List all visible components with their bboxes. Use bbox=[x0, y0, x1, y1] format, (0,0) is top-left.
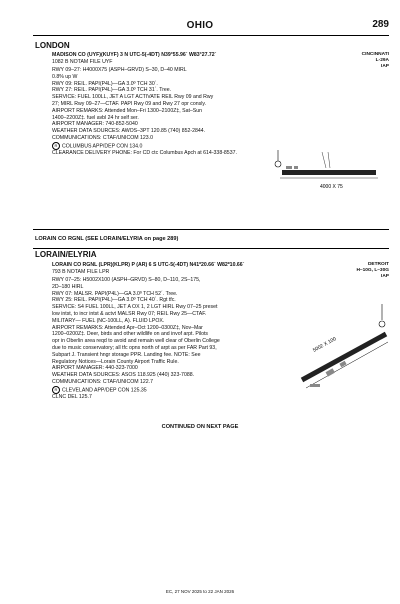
london-airport-diagram bbox=[268, 140, 388, 200]
london-header-line: MADISON CO (UYF)(KUYF) 3 N UTC-5(-4DT) N39°55.96´ W83°27.72´ bbox=[52, 52, 217, 58]
state-title: OHIO bbox=[186, 20, 214, 31]
lorain-chart-refs: DETROIT H–10G, L–30G IAP bbox=[356, 262, 389, 279]
continued-note: CONTINUED ON NEXT PAGE bbox=[161, 424, 239, 430]
lorain-header-line: LORAIN CO RGNL (LPR)(KLPR) P (AR) 6 S UTC-5(-4DT) N41º20.66´ W82º10.66´ bbox=[52, 262, 245, 268]
section-rule-1 bbox=[33, 229, 389, 230]
effective-dates: EC, 27 NOV 2025 to 22 JAN 2026 bbox=[165, 589, 235, 594]
page-header bbox=[0, 0, 400, 40]
london-details: RWY 09–27: H4000X75 (ASPH–GRVD) S–30, D–40 MIRL 0.8% up W RWY 09: REIL. PAPI(P4L)—GA 3.0º TCH 30´. RWY 27: REIL. PAPI(P4L)—GA 3.0º TCH 31´. Tree. SERVICE: FUEL 100LL, JET A LGT ACTIVATE REIL Rwy 09 and Rwy 27; MIRL Rwy 09–27—CTAF. PAPI Rwy 09 and Rwy 27 opr consly. AIRPORT REMARKS: Attended Mon–Fri 1300–2100Z‡, Sat–Sun 1400–2200Z‡. fuel avbl 24 hr self ser. AIRPORT MANAGER: 740-852-5040 WEATHER DATA SOURCES: AWOS–3PT 120.85 (740) 852-2844. COMMUNICATIONS: CTAF/UNICOM 123.0 R COLUMBUS APP/DEP CON 134.0 CLEARANCE DELIVERY PHONE: For CD ctc Columbus Apch at 614-338-8537. bbox=[52, 67, 237, 156]
section-rule-2 bbox=[33, 248, 389, 249]
header-rule bbox=[33, 35, 389, 36]
lorain-runway-label: 5002 X 100 bbox=[312, 336, 338, 354]
lorain-crossref: LORAIN CO RGNL (SEE LORAIN/ELYRIA on page 289) bbox=[35, 236, 179, 242]
city-lorain-elyria: LORAIN/ELYRIA bbox=[35, 250, 97, 259]
city-london: LONDON bbox=[35, 41, 70, 50]
lorain-airport-diagram bbox=[296, 300, 392, 400]
london-chart-refs: CINCINNATI L-29A IAP bbox=[361, 52, 389, 69]
page-number: 289 bbox=[372, 19, 389, 30]
radar-icon: R bbox=[52, 386, 60, 394]
london-elevation-line: 1082 B NOTAM FILE UYF bbox=[52, 59, 113, 65]
lorain-details: RWY 07–25: H5002X100 (ASPH–GRVD) S–80, D–110, 2S–175, 2D–180 HIRL RWY 07: MALSR. PAPI(P4L)—GA 3.0º TCH 52´. Tree. RWY 25: REIL. PAPI(P4L)—GA 3.0º TCH 40´. Rgt tfc. SERVICE: S4 FUEL 100LL, JET A OX 1, 2 LGT HIRL Rwy 07–25 preset low intst, to incr intst & actvt MALSR Rwy 07; REIL Rwy 25—CTAF. MILITARY— FUEL (NC-100LL, A). FLUID LPOX. AIRPORT REMARKS: Attended Apr–Oct 1200–0300Z‡, Nov–Mar 1200–0200Z‡. Deer, birds and other wildlife on and invof arpt. Pilots opr in Oberlin area reqd to avoid and remain well clear of Oberlin College due to music conservatory; all tfc opns north of arpt as per FAR Part 93, Subpart J. Transient hngr storage PPR. Landing fee. NOTE: See Regulatory Notices—Lorain County Airport Traffic Rule. AIRPORT MANAGER: 440-323-7000 WEATHER DATA SOURCES: ASOS 118.925 (440) 323-7088. COMMUNICATIONS: CTAF/UNICOM 122.7 R CLEVELAND APP/DEP CON 125.35 CLNC DEL 125.7 bbox=[52, 277, 220, 400]
radar-icon: R bbox=[52, 142, 60, 150]
lorain-elevation-line: 793 B NOTAM FILE LPR bbox=[52, 269, 110, 275]
london-runway-label: 4000 X 75 bbox=[320, 184, 343, 190]
